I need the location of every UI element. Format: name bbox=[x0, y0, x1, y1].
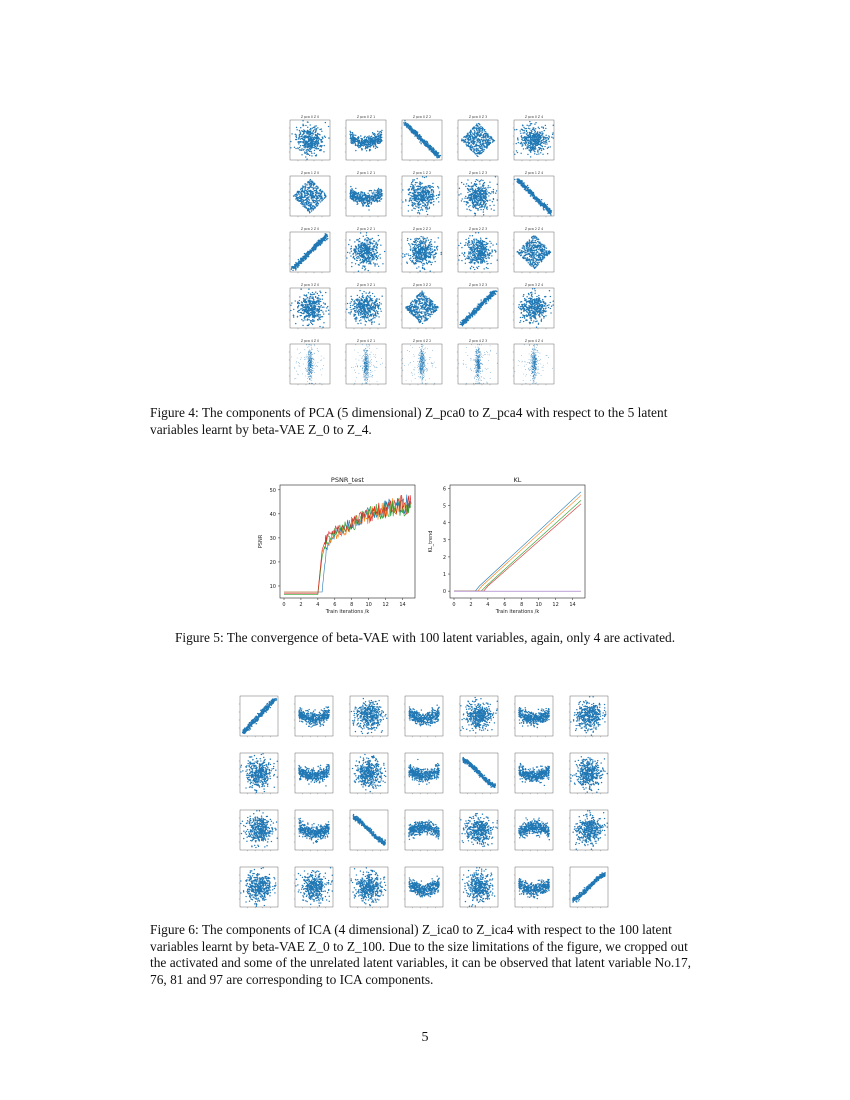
ica-panel-0-2-points bbox=[351, 699, 386, 734]
pca-panel-0-3-points bbox=[462, 124, 495, 157]
pca-panel-2-2-points bbox=[403, 237, 442, 272]
ica-panel-1-3 bbox=[404, 753, 443, 794]
pca-panel-3-4-title: Z pca 3 Z 4 bbox=[524, 283, 544, 287]
psnr-chart-xtick: 14 bbox=[399, 602, 406, 608]
pca-panel-4-1-points bbox=[351, 345, 385, 383]
psnr-chart-ylabel: PSNR bbox=[258, 534, 264, 549]
figure4-caption bbox=[150, 405, 700, 438]
psnr-chart-xlabel: Train iterations /k bbox=[325, 609, 370, 615]
pca-panel-1-1 bbox=[345, 171, 386, 217]
ica-panel-2-6 bbox=[569, 810, 608, 851]
pca-panel-0-2 bbox=[401, 115, 442, 161]
pca-panel-3-3-points bbox=[460, 291, 497, 326]
pca-panel-4-3-title: Z pca 4 Z 3 bbox=[468, 339, 488, 343]
pca-panel-0-2-title: Z pca 0 Z 2 bbox=[412, 115, 432, 119]
pca-panel-3-1 bbox=[345, 283, 386, 329]
pca-panel-3-1-points bbox=[347, 291, 382, 325]
ica-panel-2-5 bbox=[514, 810, 553, 851]
pca-panel-1-0 bbox=[289, 171, 330, 217]
ica-panel-0-5 bbox=[514, 696, 553, 737]
figure6-caption bbox=[150, 922, 700, 988]
pca-panel-4-3-points bbox=[459, 345, 498, 383]
pca-panel-2-0-title: Z pca 2 Z 0 bbox=[300, 227, 320, 231]
ica-panel-3-0-points bbox=[241, 868, 276, 906]
kl-chart-ytick: 1 bbox=[442, 572, 446, 579]
psnr-chart-xtick: 0 bbox=[282, 602, 286, 608]
kl-chart-ytick: 0 bbox=[442, 589, 446, 596]
ica-panel-0-4-points bbox=[461, 698, 498, 733]
pca-panel-0-1-title: Z pca 0 Z 1 bbox=[356, 115, 376, 119]
psnr-chart-xtick: 4 bbox=[316, 602, 320, 608]
ica-panel-0-0 bbox=[239, 696, 278, 737]
ica-panel-3-6-points bbox=[573, 873, 605, 902]
ica-panel-0-1-points bbox=[299, 707, 330, 727]
ica-panel-3-1 bbox=[294, 867, 333, 908]
ica-panel-1-0 bbox=[239, 753, 278, 794]
ica-panel-2-1 bbox=[294, 810, 333, 851]
pca-panel-0-4-title: Z pca 0 Z 4 bbox=[524, 115, 544, 119]
kl-chart-xtick: 6 bbox=[503, 602, 507, 608]
pca-panel-3-0-title: Z pca 3 Z 0 bbox=[300, 283, 320, 287]
kl-chart-ytick: 2 bbox=[442, 554, 446, 561]
pca-panel-1-1-points bbox=[350, 187, 382, 210]
pca-panel-1-3-points bbox=[459, 177, 497, 215]
ica-panel-2-2-points bbox=[353, 815, 385, 846]
ica-panel-1-6-points bbox=[571, 757, 608, 792]
pca-panel-3-0-points bbox=[291, 289, 329, 327]
pca-panel-4-4 bbox=[513, 339, 554, 385]
pca-panel-0-4 bbox=[513, 115, 554, 161]
ica-panel-3-3-points bbox=[409, 876, 439, 897]
pca-panel-0-3 bbox=[457, 115, 498, 161]
pca-panel-4-4-points bbox=[515, 345, 553, 383]
pca-panel-3-2-title: Z pca 3 Z 2 bbox=[412, 283, 432, 287]
pca-panel-1-0-points bbox=[294, 180, 326, 213]
kl-chart-xlabel: Train iterations /k bbox=[495, 609, 540, 615]
ica-panel-1-0-points bbox=[241, 754, 277, 792]
psnr-chart-ytick: 10 bbox=[269, 583, 276, 590]
ica-panel-0-6 bbox=[569, 696, 608, 737]
pca-panel-4-2-points bbox=[403, 345, 436, 383]
ica-panel-1-6 bbox=[569, 753, 608, 794]
kl-chart-ytick: 4 bbox=[442, 520, 446, 527]
ica-panel-3-5 bbox=[514, 867, 553, 908]
figure4-caption-line1: Figure 4: The components of PCA (5 dimensional) Z_pca0 to Z_pca4 with respect to the 5 latent bbox=[150, 405, 668, 420]
pca-panel-3-0 bbox=[289, 283, 330, 329]
ica-panel-0-5-points bbox=[519, 708, 549, 728]
pca-panel-4-0-points bbox=[292, 345, 324, 383]
ica-panel-1-5 bbox=[514, 753, 553, 794]
pca-panel-2-2-title: Z pca 2 Z 2 bbox=[412, 227, 432, 231]
ica-panel-0-3 bbox=[404, 696, 443, 737]
pca-panel-3-4-points bbox=[519, 289, 554, 327]
figure6-scatter-grid bbox=[228, 688, 616, 913]
ica-panel-3-6 bbox=[569, 867, 608, 908]
ica-panel-1-3-points bbox=[409, 760, 440, 785]
psnr-chart-title: PSNR_test bbox=[330, 476, 365, 484]
figure5-caption bbox=[150, 630, 700, 647]
ica-panel-2-0 bbox=[239, 810, 278, 851]
ica-panel-0-2 bbox=[349, 696, 388, 737]
pca-panel-4-2 bbox=[401, 339, 442, 385]
pca-panel-2-4-points bbox=[517, 236, 550, 268]
psnr-chart-xtick: 8 bbox=[350, 602, 354, 608]
ica-panel-3-3 bbox=[404, 867, 443, 908]
ica-panel-1-2 bbox=[349, 753, 388, 794]
pca-panel-2-3-title: Z pca 2 Z 3 bbox=[468, 227, 488, 231]
pca-panel-1-0-title: Z pca 1 Z 0 bbox=[300, 171, 320, 175]
ica-panel-2-4 bbox=[459, 810, 498, 851]
kl-chart-xtick: 10 bbox=[535, 602, 542, 608]
figure4-scatter-grid bbox=[286, 112, 566, 392]
pca-panel-1-2-title: Z pca 1 Z 2 bbox=[412, 171, 432, 175]
ica-panel-2-1-points bbox=[299, 818, 329, 843]
psnr-chart-ytick: 40 bbox=[269, 511, 276, 518]
psnr-chart-xtick: 2 bbox=[299, 602, 303, 608]
ica-panel-3-4-points bbox=[463, 868, 495, 906]
pca-panel-4-0 bbox=[289, 339, 330, 385]
ica-panel-2-3-points bbox=[409, 820, 440, 839]
figure4-caption-line2: variables learnt by beta-VAE Z_0 to Z_4. bbox=[150, 421, 372, 437]
kl-chart-xtick: 0 bbox=[452, 602, 456, 608]
pca-panel-0-0 bbox=[289, 115, 330, 161]
kl-chart-xtick: 12 bbox=[552, 602, 559, 608]
pca-panel-0-2-points bbox=[404, 121, 441, 158]
page-number: 5 bbox=[421, 1030, 429, 1045]
pca-panel-4-1-title: Z pca 4 Z 1 bbox=[356, 339, 376, 343]
ica-panel-2-0-points bbox=[241, 811, 277, 848]
ica-panel-2-6-points bbox=[573, 811, 607, 849]
pca-panel-0-0-title: Z pca 0 Z 0 bbox=[300, 115, 320, 119]
figure5-caption-text: Figure 5: The convergence of beta-VAE with 100 latent variables, again, only 4 are activated. bbox=[174, 630, 676, 645]
pca-panel-4-3 bbox=[457, 339, 498, 385]
pca-panel-3-3 bbox=[457, 283, 498, 329]
pca-panel-4-2-title: Z pca 4 Z 2 bbox=[412, 339, 432, 343]
pca-panel-1-2-points bbox=[403, 177, 440, 215]
psnr-chart-xtick: 10 bbox=[365, 602, 372, 608]
pca-panel-1-3 bbox=[457, 171, 498, 217]
pca-panel-1-4-title: Z pca 1 Z 4 bbox=[524, 171, 544, 175]
figure6-caption-line3: the activated and some of the unrelated latent variables, it can be observed that latent variable No.17, bbox=[150, 955, 691, 970]
psnr-chart-ytick: 20 bbox=[269, 559, 276, 566]
pca-panel-3-2 bbox=[401, 283, 442, 329]
ica-panel-0-0-points bbox=[243, 699, 277, 734]
figure6-caption-line2: variables learnt by beta-VAE Z_0 to Z_100. Due to the size limitations of the figure, we cropped out bbox=[150, 938, 688, 954]
ica-panel-2-5-points bbox=[519, 818, 549, 840]
ica-panel-0-3-points bbox=[409, 705, 439, 726]
ica-panel-3-0 bbox=[239, 867, 278, 908]
ica-panel-1-1 bbox=[294, 753, 333, 794]
ica-panel-3-2 bbox=[349, 867, 388, 908]
psnr-chart-xtick: 12 bbox=[382, 602, 389, 608]
psnr-chart-ytick: 30 bbox=[269, 535, 276, 542]
pca-panel-3-4 bbox=[513, 283, 554, 329]
figure6-caption-line1: Figure 6: The components of ICA (4 dimensional) Z_ica0 to Z_ica4 with respect to the 100 latent bbox=[150, 922, 672, 937]
pca-panel-1-1-title: Z pca 1 Z 1 bbox=[356, 171, 376, 175]
ica-panel-3-1-points bbox=[296, 868, 332, 906]
kl-chart bbox=[428, 476, 585, 615]
pca-panel-4-4-title: Z pca 4 Z 4 bbox=[524, 339, 544, 343]
psnr-chart-xtick: 6 bbox=[333, 602, 337, 608]
pca-panel-2-1 bbox=[345, 227, 386, 273]
ica-panel-1-4-points bbox=[463, 758, 496, 788]
ica-panel-2-2 bbox=[349, 810, 388, 851]
kl-chart-ytick: 3 bbox=[442, 537, 446, 544]
pca-panel-2-0 bbox=[289, 227, 330, 273]
ica-panel-0-6-points bbox=[571, 697, 606, 735]
psnr-chart bbox=[258, 476, 415, 615]
pca-panel-4-1 bbox=[345, 339, 386, 385]
pca-panel-2-4-title: Z pca 2 Z 4 bbox=[524, 227, 544, 231]
kl-chart-ytick: 6 bbox=[442, 486, 446, 493]
kl-chart-xtick: 2 bbox=[469, 602, 473, 608]
ica-panel-0-4 bbox=[459, 696, 498, 737]
kl-chart-xtick: 14 bbox=[569, 602, 576, 608]
pca-panel-1-2 bbox=[401, 171, 442, 217]
ica-panel-0-1 bbox=[294, 696, 333, 737]
pca-panel-3-1-title: Z pca 3 Z 1 bbox=[356, 283, 376, 287]
pca-panel-0-0-points bbox=[291, 121, 329, 159]
kl-chart-ytick: 5 bbox=[442, 503, 446, 510]
pca-panel-3-2-points bbox=[406, 291, 438, 323]
pca-panel-1-3-title: Z pca 1 Z 3 bbox=[468, 171, 488, 175]
pca-panel-4-0-title: Z pca 4 Z 0 bbox=[300, 339, 320, 343]
kl-chart-ylabel: KL_trend bbox=[428, 530, 434, 553]
pca-panel-2-2 bbox=[401, 227, 442, 273]
pca-panel-2-3-points bbox=[459, 233, 498, 270]
ica-panel-1-2-points bbox=[353, 755, 386, 792]
pca-panel-2-4 bbox=[513, 227, 554, 273]
kl-chart-xtick: 4 bbox=[486, 602, 490, 608]
kl-chart-title: KL bbox=[513, 476, 522, 484]
pca-panel-2-0-points bbox=[291, 234, 328, 271]
psnr-chart-ytick: 50 bbox=[269, 487, 276, 494]
pca-panel-0-1-points bbox=[350, 130, 382, 150]
ica-panel-2-4-points bbox=[461, 814, 498, 847]
ica-panel-1-1-points bbox=[299, 765, 329, 786]
ica-panel-3-5-points bbox=[519, 879, 549, 899]
pca-panel-3-3-title: Z pca 3 Z 3 bbox=[468, 283, 488, 287]
figure6-caption-line4: 76, 81 and 97 are corresponding to ICA components. bbox=[150, 971, 434, 987]
ica-panel-1-5-points bbox=[519, 764, 549, 786]
pca-panel-0-3-title: Z pca 0 Z 3 bbox=[468, 115, 488, 119]
pca-panel-2-3 bbox=[457, 227, 498, 273]
kl-chart-xtick: 8 bbox=[520, 602, 524, 608]
pca-panel-0-4-points bbox=[515, 122, 554, 157]
pca-panel-2-1-points bbox=[347, 233, 385, 271]
pca-panel-1-4 bbox=[513, 171, 554, 217]
figure5-plots bbox=[255, 470, 595, 620]
ica-panel-3-2-points bbox=[351, 868, 386, 906]
pca-panel-1-4-points bbox=[515, 179, 552, 215]
ica-panel-3-4 bbox=[459, 867, 498, 908]
pca-panel-0-1 bbox=[345, 115, 386, 161]
pca-panel-2-1-title: Z pca 2 Z 1 bbox=[356, 227, 376, 231]
ica-panel-1-4 bbox=[459, 753, 498, 794]
ica-panel-2-3 bbox=[404, 810, 443, 851]
